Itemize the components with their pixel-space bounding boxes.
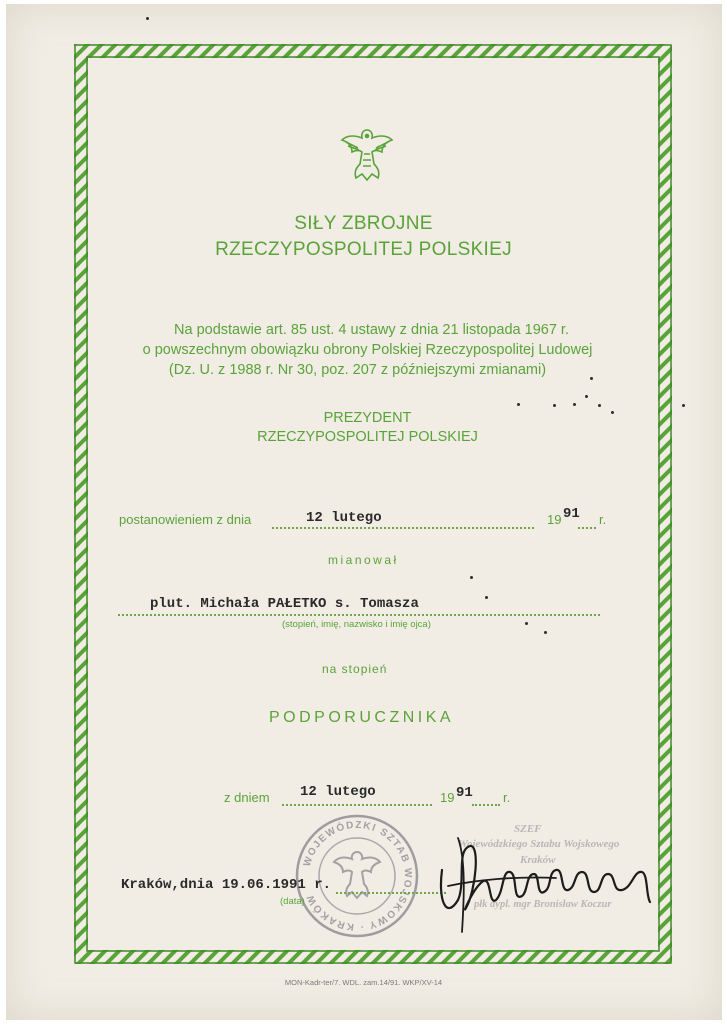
ink-speck — [573, 403, 576, 406]
ink-speck — [470, 576, 473, 579]
ink-speck — [146, 17, 149, 20]
dotted-line — [272, 527, 534, 529]
decision-date-value: 12 lutego — [306, 510, 382, 526]
decision-date-label: postanowieniem z dnia — [119, 512, 252, 527]
ink-speck — [525, 622, 528, 625]
decision-year-prefix: 19 — [547, 512, 562, 527]
ink-speck — [544, 631, 547, 634]
signatory-line-1: SZEF — [514, 823, 542, 835]
dotted-line — [578, 527, 596, 529]
decision-year-value: 91 — [563, 506, 580, 522]
eagle-emblem-icon — [338, 120, 396, 184]
place-date-value: Kraków,dnia 19.06.1991 r. — [121, 877, 332, 893]
effective-date-value: 12 lutego — [300, 784, 376, 800]
legal-basis-line-3: (Dz. U. z 1988 r. Nr 30, poz. 207 z późniejszymi zmianami) — [168, 362, 547, 378]
ink-speck — [585, 395, 588, 398]
rank-title: PODPORUCZNIKA — [269, 709, 455, 726]
signatory-line-3: Kraków — [520, 854, 556, 866]
ink-speck — [611, 411, 614, 414]
issuer-line-2: RZECZYPOSPOLITEJ POLSKIEJ — [257, 429, 478, 445]
print-code-footer: MON-Kadr-ter/7. WDL. zam.14/91. WKP/XV-14 — [284, 978, 443, 987]
decision-year-suffix: r. — [599, 512, 607, 527]
dotted-line — [472, 804, 500, 806]
ink-speck — [485, 596, 488, 599]
to-rank-label: na stopień — [322, 662, 388, 676]
title-line-2: RZECZYPOSPOLITEJ POLSKIEJ — [215, 239, 512, 260]
ink-speck — [598, 404, 601, 407]
ink-speck — [553, 404, 556, 407]
ink-speck — [590, 377, 593, 380]
effective-year-prefix: 19 — [440, 790, 455, 805]
official-seal-stamp — [293, 812, 421, 940]
svg-text:WOJEWÓDZKI SZTAB WOJSKOWY · KR: WOJEWÓDZKI SZTAB WOJSKOWY · KRAKÓW — [301, 819, 414, 933]
legal-basis-line-1: Na podstawie art. 85 ust. 4 ustawy z dnia 21 listopada 1967 r. — [174, 322, 569, 338]
dotted-line — [336, 892, 446, 894]
signatory-line-4: płk dypl. mgr Bronisław Koczur — [474, 899, 612, 910]
issuer-line-1: PREZYDENT — [323, 410, 412, 426]
handwritten-signature — [436, 830, 658, 940]
person-name-value: plut. Michała PAŁETKO s. Tomasza — [150, 596, 419, 612]
effective-date-label: z dniem — [224, 790, 270, 805]
ink-speck — [517, 403, 520, 406]
appointed-label: mianował — [328, 553, 399, 567]
date-caption: (data) — [280, 896, 305, 907]
signatory-line-2: Wojewódzkiego Sztabu Wojskowego — [458, 838, 620, 850]
legal-basis-line-2: o powszechnym obowiązku obrony Polskiej Rzeczypospolitej Ludowej — [142, 342, 593, 358]
title-line-1: SIŁY ZBROJNE — [294, 213, 433, 234]
person-caption: (stopień, imię, nazwisko i imię ojca) — [282, 619, 431, 630]
effective-year-value: 91 — [456, 785, 473, 801]
dotted-line — [282, 804, 432, 806]
effective-year-suffix: r. — [503, 790, 511, 805]
ink-speck — [682, 404, 685, 407]
dotted-line — [118, 614, 600, 616]
